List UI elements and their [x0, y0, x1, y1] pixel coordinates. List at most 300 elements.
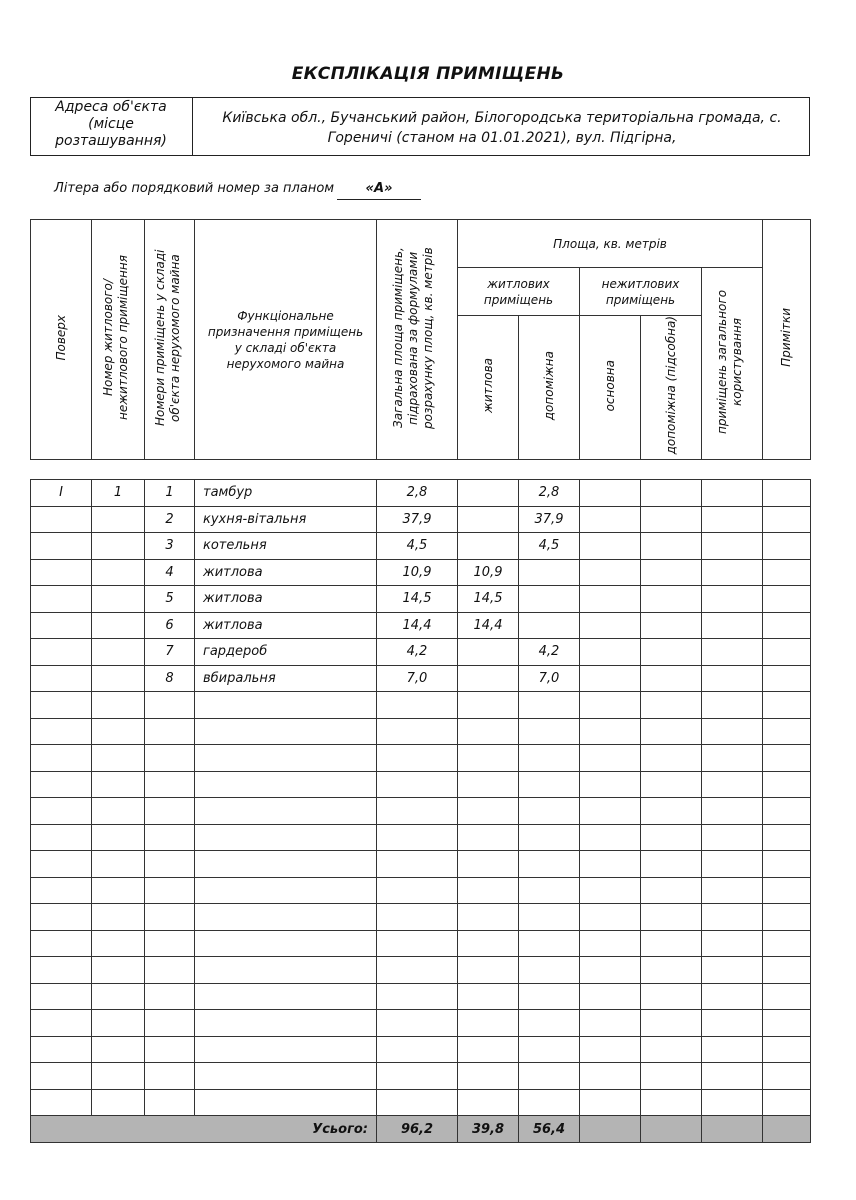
cell-empty: [145, 692, 195, 719]
empty-row: [31, 957, 811, 984]
cell-empty: [580, 904, 641, 931]
cell-empty: [195, 771, 377, 798]
cell-empty: [145, 930, 195, 957]
cell-empty: [195, 692, 377, 719]
cell-purpose: котельня: [195, 533, 377, 560]
cell-aux-area: 4,5: [519, 533, 580, 560]
cell-empty: [92, 745, 145, 772]
cell-empty: [458, 798, 519, 825]
empty-row: [31, 771, 811, 798]
cell-empty: [580, 745, 641, 772]
cell-aux-area: 7,0: [519, 665, 580, 692]
cell-empty: [580, 798, 641, 825]
cell-total-area: 4,2: [377, 639, 458, 666]
empty-row: [31, 851, 811, 878]
header-living: житлова: [458, 316, 519, 460]
cell-empty: [145, 904, 195, 931]
cell-empty: [519, 957, 580, 984]
totals-label: Усього:: [31, 1116, 377, 1143]
cell-empty: [519, 1089, 580, 1116]
cell-empty: [763, 877, 811, 904]
table-row: [31, 665, 811, 692]
cell-empty: [580, 506, 641, 533]
cell-empty: [145, 877, 195, 904]
cell-unit: [92, 665, 145, 692]
cell-empty: [641, 559, 702, 586]
cell-empty: [377, 1010, 458, 1037]
empty-row: [31, 798, 811, 825]
cell-empty: [580, 1116, 641, 1143]
cell-living-area: [458, 533, 519, 560]
cell-empty: [702, 1063, 763, 1090]
cell-empty: [519, 1063, 580, 1090]
cell-empty: [31, 771, 92, 798]
cell-empty: [702, 904, 763, 931]
cell-empty: [641, 798, 702, 825]
cell-empty: [580, 692, 641, 719]
cell-living-area: 14,4: [458, 612, 519, 639]
cell-empty: [763, 718, 811, 745]
cell-empty: [519, 718, 580, 745]
cell-empty: [702, 1116, 763, 1143]
cell-unit: 1: [92, 480, 145, 507]
litera-underline: [337, 199, 421, 200]
cell-empty: [458, 771, 519, 798]
cell-empty: [458, 983, 519, 1010]
empty-row: [31, 824, 811, 851]
cell-floor: [31, 612, 92, 639]
cell-empty: [763, 771, 811, 798]
header-auxiliary-sub: допоміжна (підсобна): [641, 316, 702, 460]
cell-floor: [31, 639, 92, 666]
cell-empty: [377, 983, 458, 1010]
litera-label: Літера або порядковий номер за планом: [54, 181, 335, 196]
cell-living-area: 14,5: [458, 586, 519, 613]
cell-purpose: житлова: [195, 612, 377, 639]
empty-row: [31, 1010, 811, 1037]
rooms-table: [30, 479, 811, 1143]
cell-living-area: [458, 506, 519, 533]
header-notes: Примітки: [763, 220, 811, 460]
empty-row: [31, 904, 811, 931]
cell-empty: [702, 1089, 763, 1116]
header-main: основна: [580, 316, 641, 460]
empty-row: [31, 983, 811, 1010]
cell-empty: [377, 930, 458, 957]
cell-living-area: [458, 639, 519, 666]
address-divider: [192, 97, 193, 156]
table-row: [31, 559, 811, 586]
cell-empty: [763, 586, 811, 613]
cell-room: 3: [145, 533, 195, 560]
table-row: [31, 480, 811, 507]
cell-empty: [145, 1089, 195, 1116]
cell-aux-area: [519, 612, 580, 639]
header-area-group: Площа, кв. метрів: [458, 220, 763, 268]
table-row: [31, 586, 811, 613]
cell-empty: [641, 1036, 702, 1063]
cell-empty: [763, 533, 811, 560]
cell-empty: [641, 533, 702, 560]
cell-living-area: [458, 480, 519, 507]
table-row: [31, 506, 811, 533]
cell-empty: [763, 1089, 811, 1116]
cell-empty: [641, 665, 702, 692]
cell-empty: [31, 1063, 92, 1090]
cell-empty: [195, 745, 377, 772]
cell-empty: [580, 1063, 641, 1090]
cell-empty: [195, 877, 377, 904]
cell-aux-area: 4,2: [519, 639, 580, 666]
cell-empty: [702, 692, 763, 719]
cell-empty: [702, 798, 763, 825]
cell-empty: [145, 1010, 195, 1037]
cell-empty: [702, 559, 763, 586]
empty-row: [31, 718, 811, 745]
cell-empty: [702, 718, 763, 745]
cell-empty: [31, 1010, 92, 1037]
cell-empty: [31, 798, 92, 825]
cell-empty: [377, 718, 458, 745]
cell-empty: [641, 612, 702, 639]
cell-empty: [580, 559, 641, 586]
cell-empty: [377, 824, 458, 851]
cell-empty: [763, 692, 811, 719]
cell-empty: [763, 1063, 811, 1090]
cell-empty: [195, 930, 377, 957]
cell-empty: [458, 718, 519, 745]
cell-empty: [519, 1036, 580, 1063]
cell-empty: [702, 586, 763, 613]
cell-empty: [702, 1010, 763, 1037]
cell-empty: [763, 983, 811, 1010]
cell-room: 4: [145, 559, 195, 586]
cell-unit: [92, 639, 145, 666]
cell-floor: I: [31, 480, 92, 507]
cell-empty: [702, 506, 763, 533]
empty-row: [31, 1036, 811, 1063]
header-living-group: житлових приміщень: [458, 268, 580, 316]
cell-empty: [195, 1010, 377, 1037]
cell-empty: [145, 1063, 195, 1090]
cell-empty: [763, 612, 811, 639]
cell-empty: [641, 771, 702, 798]
cell-empty: [92, 930, 145, 957]
cell-empty: [31, 904, 92, 931]
header-purpose: Функціональне призначення приміщень у складі об'єкта нерухомого майна: [195, 220, 377, 460]
cell-empty: [580, 1010, 641, 1037]
cell-empty: [702, 533, 763, 560]
cell-empty: [92, 771, 145, 798]
cell-floor: [31, 533, 92, 560]
totals-row: [31, 1116, 811, 1143]
cell-empty: [763, 665, 811, 692]
cell-empty: [458, 957, 519, 984]
cell-empty: [458, 745, 519, 772]
cell-total-area: 14,4: [377, 612, 458, 639]
cell-empty: [641, 930, 702, 957]
cell-empty: [92, 904, 145, 931]
cell-floor: [31, 665, 92, 692]
cell-empty: [580, 983, 641, 1010]
cell-empty: [702, 745, 763, 772]
cell-empty: [763, 904, 811, 931]
cell-purpose: житлова: [195, 559, 377, 586]
cell-total-area: 4,5: [377, 533, 458, 560]
cell-empty: [195, 1036, 377, 1063]
cell-aux-area: [519, 559, 580, 586]
cell-empty: [92, 983, 145, 1010]
cell-empty: [641, 586, 702, 613]
cell-empty: [377, 1089, 458, 1116]
cell-empty: [195, 798, 377, 825]
cell-empty: [580, 1036, 641, 1063]
cell-empty: [580, 612, 641, 639]
cell-empty: [92, 957, 145, 984]
cell-living-area: 10,9: [458, 559, 519, 586]
cell-empty: [92, 1089, 145, 1116]
cell-empty: [195, 1063, 377, 1090]
table-row: [31, 639, 811, 666]
cell-empty: [702, 612, 763, 639]
totals-total-area: 96,2: [377, 1116, 458, 1143]
cell-empty: [519, 877, 580, 904]
cell-empty: [702, 639, 763, 666]
cell-empty: [763, 639, 811, 666]
cell-empty: [458, 930, 519, 957]
totals-living-area: 39,8: [458, 1116, 519, 1143]
cell-empty: [702, 665, 763, 692]
cell-empty: [763, 480, 811, 507]
cell-empty: [92, 851, 145, 878]
empty-row: [31, 745, 811, 772]
cell-empty: [641, 745, 702, 772]
cell-empty: [31, 718, 92, 745]
cell-empty: [377, 877, 458, 904]
cell-empty: [641, 877, 702, 904]
cell-empty: [145, 798, 195, 825]
cell-empty: [641, 851, 702, 878]
cell-empty: [458, 1010, 519, 1037]
cell-total-area: 14,5: [377, 586, 458, 613]
cell-empty: [92, 798, 145, 825]
address-label: Адреса об'єкта (місце розташування): [55, 99, 167, 149]
cell-empty: [519, 798, 580, 825]
header-nonliving-group: нежитлових приміщень: [580, 268, 702, 316]
cell-empty: [458, 1089, 519, 1116]
cell-empty: [458, 851, 519, 878]
cell-empty: [580, 665, 641, 692]
cell-empty: [519, 930, 580, 957]
cell-empty: [92, 1063, 145, 1090]
cell-empty: [763, 824, 811, 851]
header-unit-no: Номер житлового/ нежитлового приміщення: [92, 220, 145, 460]
cell-empty: [763, 957, 811, 984]
cell-empty: [641, 506, 702, 533]
cell-empty: [702, 480, 763, 507]
cell-total-area: 2,8: [377, 480, 458, 507]
cell-empty: [92, 877, 145, 904]
cell-empty: [145, 957, 195, 984]
cell-aux-area: 37,9: [519, 506, 580, 533]
cell-room: 5: [145, 586, 195, 613]
cell-empty: [580, 851, 641, 878]
cell-empty: [195, 957, 377, 984]
cell-empty: [92, 1010, 145, 1037]
empty-row: [31, 692, 811, 719]
empty-row: [31, 1089, 811, 1116]
cell-empty: [702, 771, 763, 798]
cell-empty: [195, 1089, 377, 1116]
cell-empty: [519, 771, 580, 798]
cell-empty: [702, 983, 763, 1010]
empty-row: [31, 930, 811, 957]
cell-empty: [519, 904, 580, 931]
cell-total-area: 10,9: [377, 559, 458, 586]
cell-empty: [92, 718, 145, 745]
cell-empty: [641, 480, 702, 507]
cell-empty: [580, 877, 641, 904]
cell-empty: [763, 1036, 811, 1063]
cell-empty: [92, 1036, 145, 1063]
cell-empty: [31, 824, 92, 851]
cell-empty: [145, 983, 195, 1010]
cell-empty: [31, 877, 92, 904]
totals-aux-area: 56,4: [519, 1116, 580, 1143]
cell-empty: [458, 1036, 519, 1063]
address-value: Київська обл., Бучанський район, Білогородська територіальна громада, с. Гореничі (станом на 01.01.2021), вул. Підгірна,: [222, 110, 782, 146]
cell-empty: [145, 851, 195, 878]
cell-empty: [31, 745, 92, 772]
cell-empty: [641, 718, 702, 745]
cell-living-area: [458, 665, 519, 692]
cell-room: 2: [145, 506, 195, 533]
cell-empty: [641, 1116, 702, 1143]
cell-empty: [763, 798, 811, 825]
cell-empty: [31, 983, 92, 1010]
cell-empty: [763, 745, 811, 772]
cell-empty: [458, 824, 519, 851]
cell-empty: [377, 1063, 458, 1090]
cell-empty: [377, 904, 458, 931]
cell-empty: [195, 983, 377, 1010]
cell-floor: [31, 586, 92, 613]
header-table: [30, 219, 811, 460]
cell-aux-area: 2,8: [519, 480, 580, 507]
cell-empty: [377, 798, 458, 825]
cell-empty: [195, 718, 377, 745]
cell-empty: [145, 745, 195, 772]
cell-empty: [92, 824, 145, 851]
cell-empty: [519, 692, 580, 719]
cell-empty: [580, 639, 641, 666]
cell-empty: [702, 851, 763, 878]
document-title: ЕКСПЛІКАЦІЯ ПРИМІЩЕНЬ: [291, 64, 565, 84]
cell-empty: [580, 533, 641, 560]
cell-empty: [702, 877, 763, 904]
cell-empty: [31, 851, 92, 878]
cell-empty: [763, 851, 811, 878]
cell-empty: [580, 718, 641, 745]
cell-purpose: кухня-вітальня: [195, 506, 377, 533]
cell-empty: [458, 877, 519, 904]
cell-empty: [458, 692, 519, 719]
header-floor: Поверх: [31, 220, 92, 460]
cell-unit: [92, 559, 145, 586]
cell-empty: [580, 586, 641, 613]
cell-room: 8: [145, 665, 195, 692]
header-auxiliary: допоміжна: [519, 316, 580, 460]
cell-empty: [641, 824, 702, 851]
cell-empty: [195, 904, 377, 931]
cell-empty: [31, 1089, 92, 1116]
cell-room: 6: [145, 612, 195, 639]
cell-empty: [580, 1089, 641, 1116]
litera-value: «А»: [365, 181, 393, 196]
cell-purpose: гардероб: [195, 639, 377, 666]
cell-total-area: 7,0: [377, 665, 458, 692]
header-total-area: Загальна площа приміщень, підрахована за формулами розрахунку площ, кв. метрів: [377, 220, 458, 460]
cell-unit: [92, 586, 145, 613]
cell-empty: [519, 983, 580, 1010]
cell-empty: [763, 1116, 811, 1143]
cell-empty: [92, 692, 145, 719]
cell-empty: [702, 1036, 763, 1063]
cell-empty: [31, 692, 92, 719]
header-common-use: приміщень загального користування: [702, 268, 763, 460]
cell-purpose: тамбур: [195, 480, 377, 507]
cell-purpose: вбиральня: [195, 665, 377, 692]
cell-empty: [641, 957, 702, 984]
table-row: [31, 612, 811, 639]
cell-empty: [763, 506, 811, 533]
cell-empty: [145, 824, 195, 851]
cell-empty: [580, 957, 641, 984]
cell-empty: [519, 745, 580, 772]
empty-row: [31, 877, 811, 904]
cell-purpose: житлова: [195, 586, 377, 613]
cell-empty: [641, 1010, 702, 1037]
cell-total-area: 37,9: [377, 506, 458, 533]
cell-empty: [195, 851, 377, 878]
cell-empty: [31, 930, 92, 957]
cell-empty: [145, 771, 195, 798]
cell-empty: [641, 983, 702, 1010]
cell-empty: [580, 824, 641, 851]
header-room-no: Номери приміщень у складі об'єкта нерухомого майна: [145, 220, 195, 460]
cell-empty: [641, 1063, 702, 1090]
cell-empty: [702, 930, 763, 957]
cell-empty: [763, 930, 811, 957]
cell-empty: [702, 957, 763, 984]
cell-empty: [31, 1036, 92, 1063]
cell-empty: [458, 904, 519, 931]
cell-empty: [458, 1063, 519, 1090]
cell-empty: [580, 480, 641, 507]
cell-aux-area: [519, 586, 580, 613]
cell-floor: [31, 559, 92, 586]
cell-empty: [580, 930, 641, 957]
cell-empty: [377, 745, 458, 772]
cell-empty: [641, 692, 702, 719]
cell-unit: [92, 533, 145, 560]
cell-unit: [92, 612, 145, 639]
cell-empty: [377, 692, 458, 719]
cell-empty: [519, 1010, 580, 1037]
cell-empty: [145, 718, 195, 745]
cell-empty: [580, 771, 641, 798]
cell-room: 7: [145, 639, 195, 666]
